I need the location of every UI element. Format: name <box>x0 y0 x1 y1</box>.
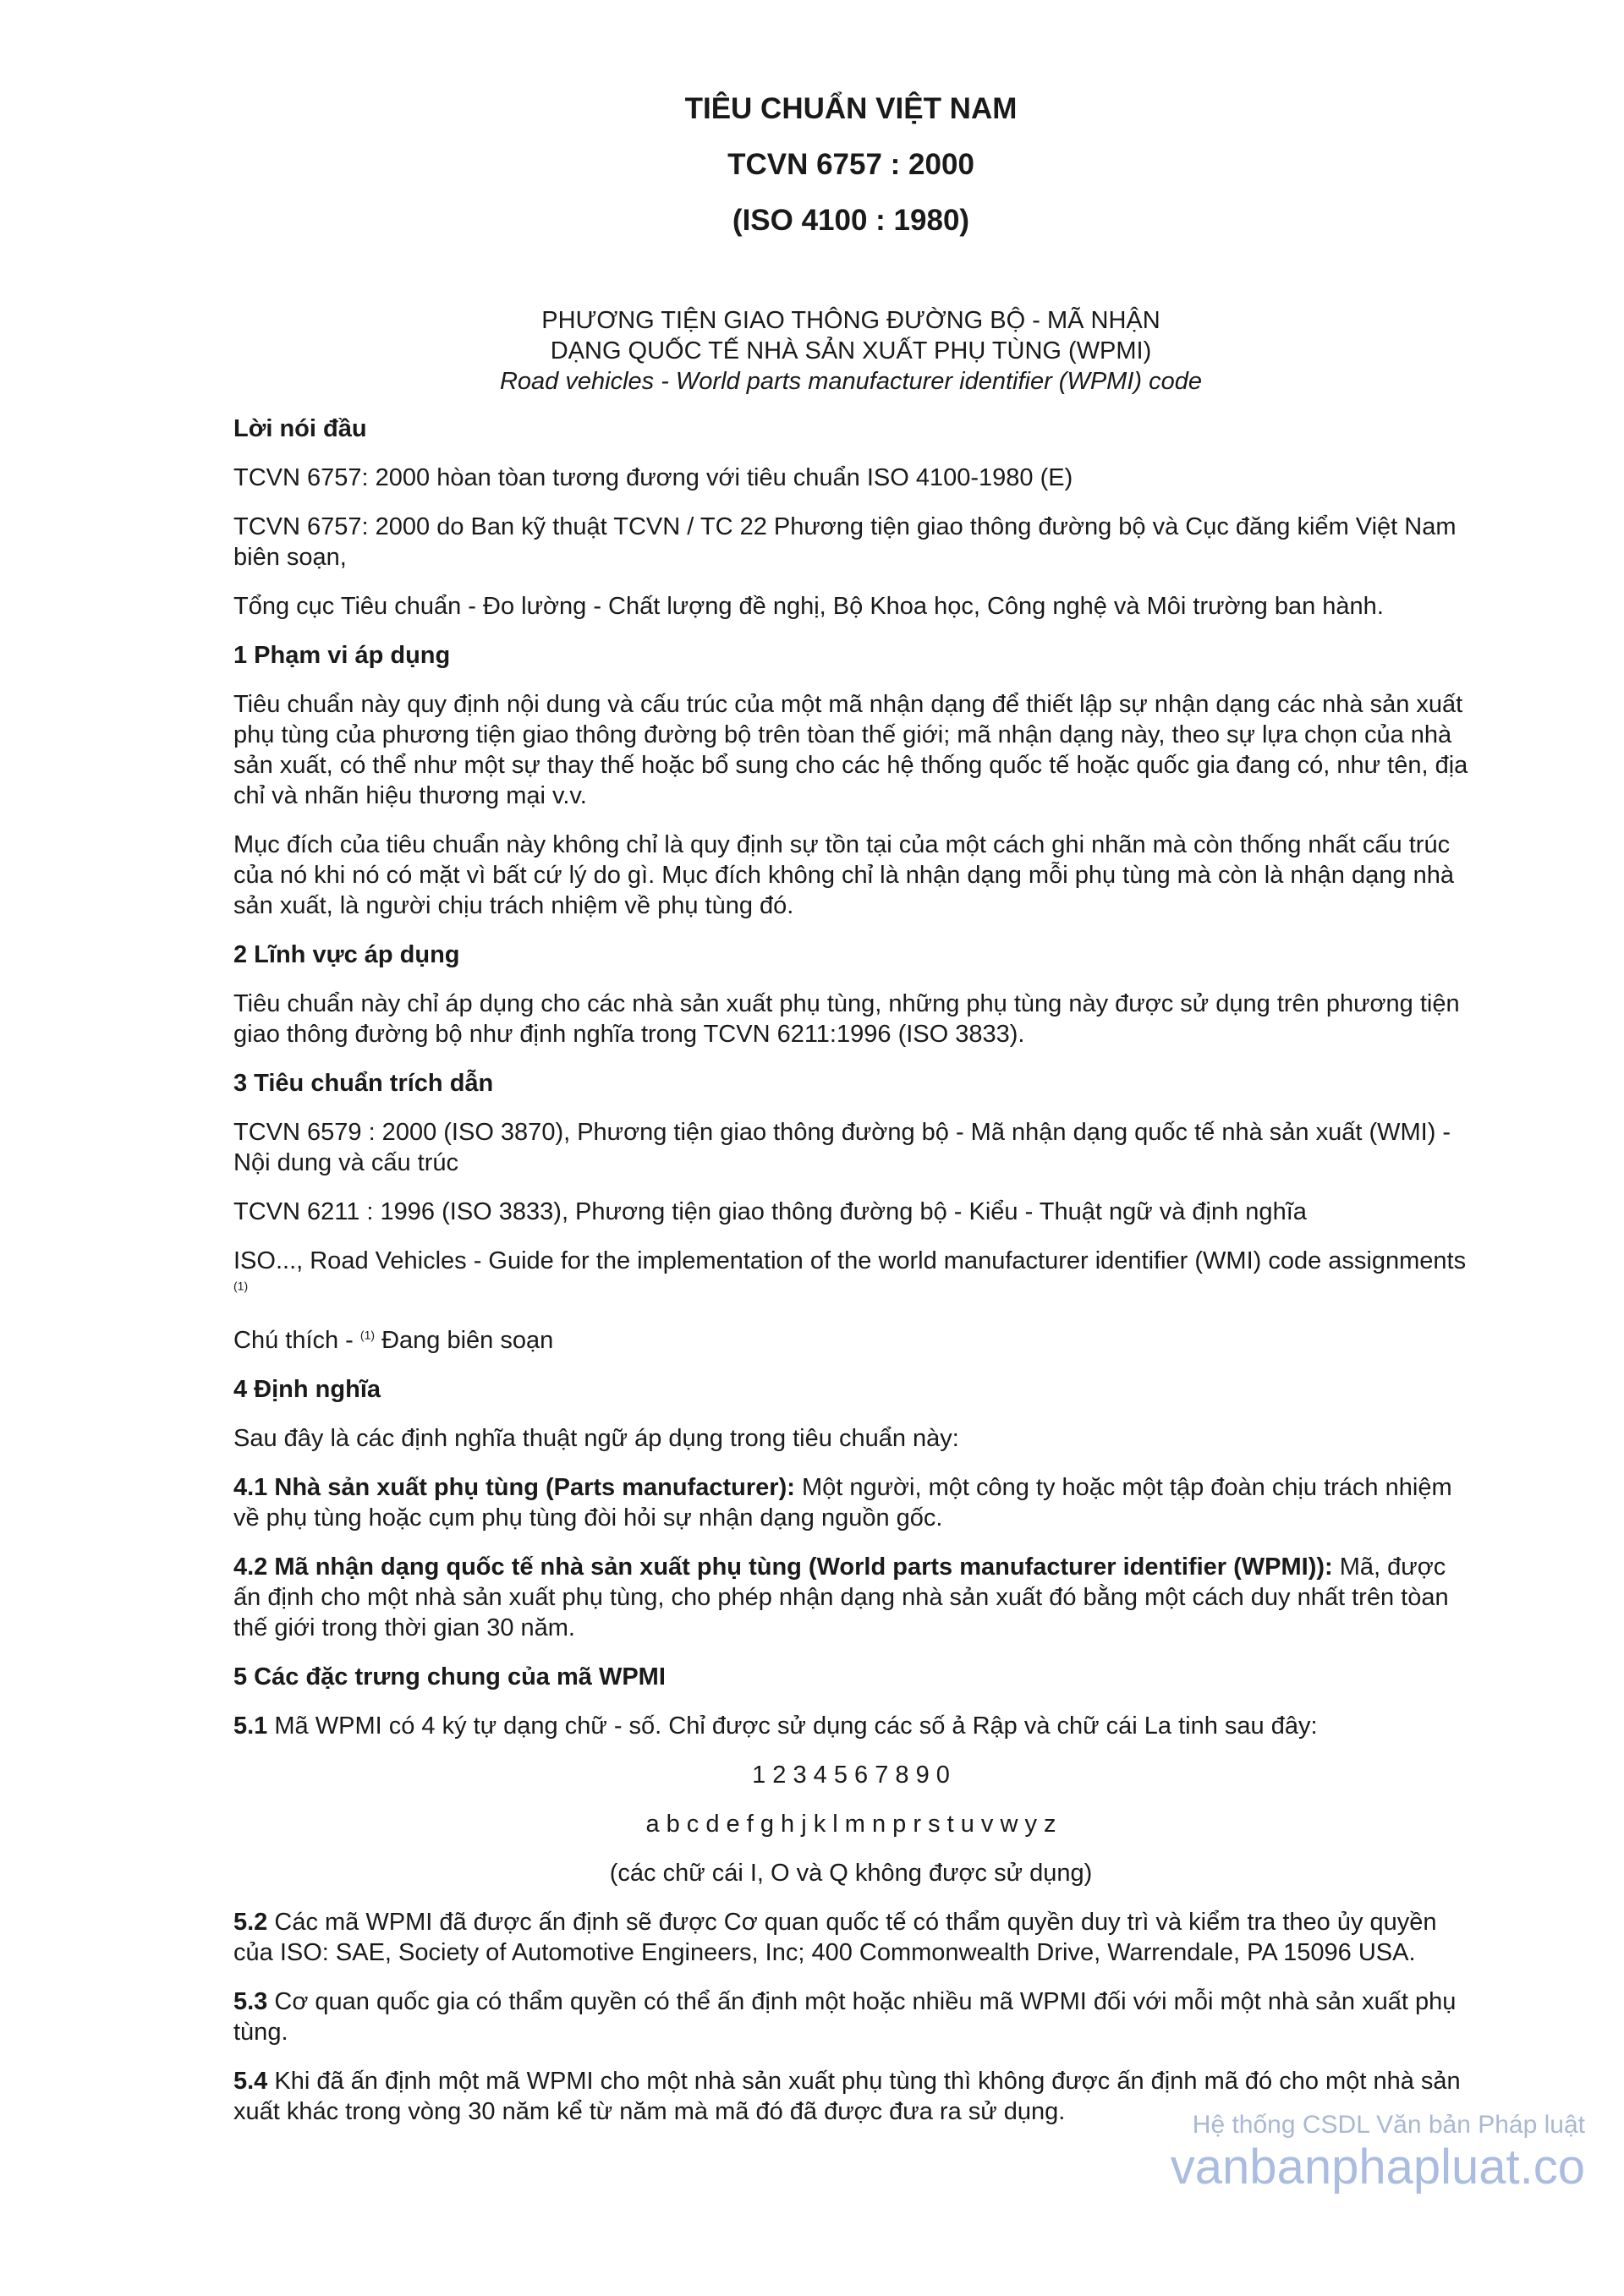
excluded-letters-note: (các chữ cái I, O và Q không được sử dụng) <box>609 1860 1093 1887</box>
section-2-paragraph-1: Tiêu chuẩn này chỉ áp dụng cho các nhà sản xuất phụ tùng, những phụ tùng này được sử dụng trên phương tiện giao thông đường bộ như định nghĩa trong TCVN 6211:1996 (ISO 3833). <box>233 990 1460 1048</box>
section-3-reference-3 <box>233 1246 1468 1307</box>
site-watermark <box>1171 2110 1585 2195</box>
section-3-reference-2: TCVN 6211 : 1996 (ISO 3833), Phương tiện giao thông đường bộ - Kiểu - Thuật ngữ và định nghĩa <box>233 1198 1307 1225</box>
clause-5-1-text: Mã WPMI có 4 ký tự dạng chữ - số. Chỉ được sử dụng các số ả Rập và chữ cái La tinh sau đây: <box>267 1712 1318 1740</box>
clause-5-2-number: 5.2 <box>233 1909 268 1936</box>
definition-4-1-term: 4.1 Nhà sản xuất phụ tùng (Parts manufacturer): <box>233 1474 795 1501</box>
clause-5-3 <box>233 1986 1468 2047</box>
section-2-heading: 2 Lĩnh vực áp dụng <box>233 941 460 968</box>
definition-4-2-term: 4.2 Mã nhận dạng quốc tế nhà sản xuất phụ tùng (World parts manufacturer identifier (WPMI)): <box>233 1553 1333 1581</box>
clause-5-1 <box>233 1711 1468 1741</box>
note-prefix: Chú thích - <box>233 1327 360 1354</box>
document-header <box>233 81 1468 249</box>
note-footnote-marker: (1) <box>359 1328 376 1342</box>
clause-5-4-text: Khi đã ấn định một mã WPMI cho một nhà sản xuất phụ tùng thì không được ấn định mã đó cho một nhà sản xuất khác trong vòng 30 năm kể từ năm mà mã đó đã được đưa ra sử dụng. <box>233 2068 1461 2125</box>
title-vn-line2: DẠNG QUỐC TẾ NHÀ SẢN XUẤT PHỤ TÙNG (WPMI) <box>550 337 1152 364</box>
section-1-paragraph-2: Mục đích của tiêu chuẩn này không chỉ là quy định sự tồn tại của một cách ghi nhãn mà còn thống nhất cấu trúc của nó khi nó có mặt vì bất cứ lý do gì. Mục đích không chỉ là nhận dạng mỗi phụ tùng mà còn là nhận dạng nhà sản xuất, là người chịu trách nhiệm về phụ tùng đó. <box>233 831 1454 919</box>
document-body <box>233 414 1468 2127</box>
section-4-intro: Sau đây là các định nghĩa thuật ngữ áp dụng trong tiêu chuẩn này: <box>233 1425 959 1452</box>
foreword-heading: Lời nói đầu <box>233 415 367 442</box>
section-1-heading: 1 Phạm vi áp dụng <box>233 642 451 669</box>
foreword-paragraph-2: TCVN 6757: 2000 do Ban kỹ thuật TCVN / TC 22 Phương tiện giao thông đường bộ và Cục đăng kiểm Việt Nam biên soạn, <box>233 513 1457 571</box>
clause-5-3-text: Cơ quan quốc gia có thẩm quyền có thể ấn định một hoặc nhiều mã WPMI đối với mỗi một nhà sản xuất phụ tùng. <box>233 1988 1457 2046</box>
header-standard-name: TIÊU CHUẨN VIỆT NAM <box>684 92 1018 125</box>
document-page <box>233 81 1468 2145</box>
section-4-heading: 4 Định nghĩa <box>233 1376 381 1403</box>
section-3-note <box>233 1325 1468 1356</box>
title-en: Road vehicles - World parts manufacturer identifier (WPMI) code <box>499 368 1202 395</box>
footnote-marker: (1) <box>233 1279 249 1293</box>
watermark-site-name: vanbanphapluat.co <box>1170 2140 1585 2195</box>
watermark-tagline: Hệ thống CSDL Văn bản Pháp luật <box>1192 2111 1585 2139</box>
definition-4-2 <box>233 1552 1468 1643</box>
section-1-paragraph-1: Tiêu chuẩn này quy định nội dung và cấu trúc của một mã nhận dạng để thiết lập sự nhận dạng các nhà sản xuất phụ tùng của phương tiện giao thông đường bộ trên tòan thế giới; mã nhận dạng này, theo sự lựa chọn của nhà sản xuất, có thể như một sự thay thế hoặc bổ sung cho các hệ thống quốc tế hoặc quốc gia đang có, như tên, địa chỉ và nhãn hiệu thương mại v.v. <box>233 691 1468 809</box>
section-3-heading: 3 Tiêu chuẩn trích dẫn <box>233 1070 494 1097</box>
header-iso-code: (ISO 4100 : 1980) <box>732 204 970 237</box>
allowed-letters: a b c d e f g h j k l m n p r s t u v w y z <box>645 1811 1056 1838</box>
clause-5-2-text: Các mã WPMI đã được ấn định sẽ được Cơ quan quốc tế có thẩm quyền duy trì và kiểm tra theo ủy quyền của ISO: SAE, Society of Automotive Engineers, Inc; 400 Commonwealth Drive, Warrendale, PA 15096 USA. <box>233 1909 1437 1966</box>
definition-4-1 <box>233 1472 1468 1533</box>
section-5-heading: 5 Các đặc trưng chung của mã WPMI <box>233 1663 666 1690</box>
clause-5-1-number: 5.1 <box>233 1712 268 1740</box>
definition-4-1-text: Một người, một công ty hoặc một tập đoàn chịu trách nhiệm về phụ tùng hoặc cụm phụ tùng đòi hỏi sự nhận dạng nguồn gốc. <box>233 1474 1452 1532</box>
clause-5-2 <box>233 1907 1468 1968</box>
document-title <box>233 305 1468 397</box>
allowed-digits: 1 2 3 4 5 6 7 8 9 0 <box>752 1762 950 1789</box>
title-vn-line1: PHƯƠNG TIỆN GIAO THÔNG ĐƯỜNG BỘ - MÃ NHẬN <box>541 307 1160 334</box>
section-3-reference-1: TCVN 6579 : 2000 (ISO 3870), Phương tiện giao thông đường bộ - Mã nhận dạng quốc tế nhà sản xuất (WMI) - Nội dung và cấu trúc <box>233 1119 1451 1176</box>
foreword-paragraph-1: TCVN 6757: 2000 hòan tòan tương đương với tiêu chuẩn ISO 4100-1980 (E) <box>233 464 1073 491</box>
definition-4-2-text: Mã, được ấn định cho một nhà sản xuất phụ tùng, cho phép nhận dạng nhà sản xuất đó bằng một cách duy nhất trên tòan thế giới trong thời gian 30 năm. <box>233 1553 1449 1641</box>
foreword-paragraph-3: Tổng cục Tiêu chuẩn - Đo lường - Chất lượng đề nghị, Bộ Khoa học, Công nghệ và Môi trường ban hành. <box>233 593 1384 620</box>
clause-5-4-number: 5.4 <box>233 2068 268 2095</box>
note-text: Đang biên soạn <box>375 1327 554 1354</box>
header-standard-code: TCVN 6757 : 2000 <box>727 148 974 181</box>
reference-3-text: ISO..., Road Vehicles - Guide for the implementation of the world manufacturer identifier (WMI) code assignments <box>233 1247 1467 1274</box>
clause-5-3-number: 5.3 <box>233 1988 268 2015</box>
